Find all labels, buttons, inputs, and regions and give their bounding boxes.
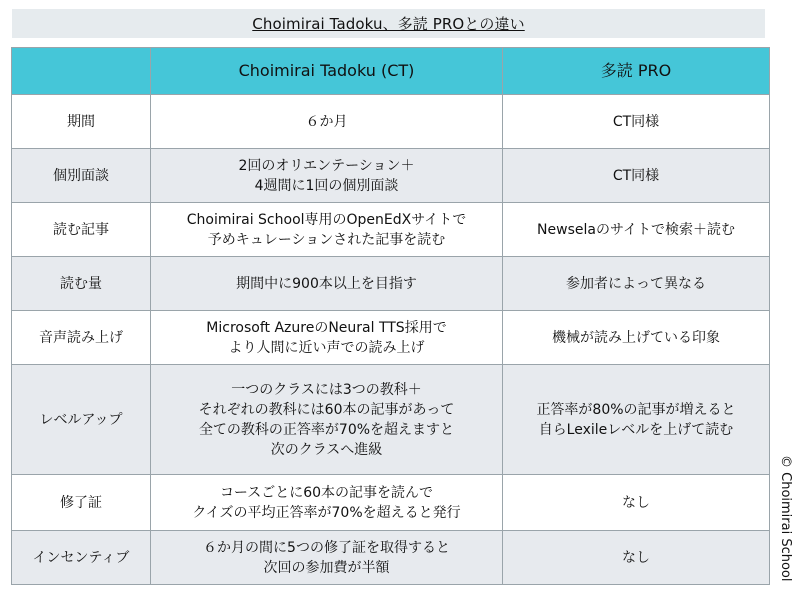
- cell-pro: [503, 257, 770, 311]
- cell-pro: [503, 311, 770, 365]
- cell-text-line: 次のクラスへ進級: [270, 441, 383, 458]
- cell-text-line: 次回の参加費が半額: [263, 559, 390, 576]
- cell-ct: [151, 95, 503, 149]
- table-row: [12, 365, 770, 475]
- cell-text-line: 正答率が80%の記事が増えると: [536, 401, 736, 418]
- comparison-table: [11, 47, 770, 585]
- cell-text-line: Newselaのサイトで検索＋読む: [537, 221, 735, 238]
- header-corner-cell: [12, 48, 151, 95]
- table-row: [12, 149, 770, 203]
- cell-ct: [151, 365, 503, 475]
- cell-text-line: 4週間に1回の個別面談: [254, 177, 399, 194]
- row-label: 期間: [12, 95, 151, 149]
- cell-text-line: 自らLexileレベルを上げて読む: [538, 421, 734, 438]
- header-ct: Choimirai Tadoku (CT): [151, 48, 503, 95]
- cell-text-line: クイズの平均正答率が70%を超えると発行: [192, 504, 461, 521]
- cell-ct: [151, 311, 503, 365]
- table-header-row: [12, 48, 770, 95]
- table-row: [12, 531, 770, 585]
- cell-text-line: Microsoft AzureのNeural TTS採用で: [206, 319, 447, 336]
- cell-text-line: 参加者によって異なる: [566, 275, 706, 292]
- header-pro: 多読 PRO: [503, 48, 770, 95]
- cell-pro: [503, 365, 770, 475]
- cell-text-line: ６か月: [305, 113, 348, 130]
- copyright-text: © Choimirai School: [778, 455, 793, 582]
- row-label: 読む量: [12, 257, 151, 311]
- cell-ct: [151, 531, 503, 585]
- cell-text-line: 機械が読み上げている印象: [552, 329, 720, 346]
- row-label: 個別面談: [12, 149, 151, 203]
- row-label: 修了証: [12, 475, 151, 531]
- cell-ct: [151, 203, 503, 257]
- cell-text-line: 期間中に900本以上を目指す: [236, 275, 417, 292]
- page-title: Choimirai Tadoku、多読 PROとの違い: [252, 15, 525, 33]
- cell-text-line: 全ての教科の正答率が70%を超えますと: [198, 421, 455, 438]
- cell-pro: [503, 203, 770, 257]
- cell-ct: [151, 149, 503, 203]
- cell-text-line: CT同様: [612, 113, 660, 130]
- cell-text-line: 一つのクラスには3つの教科＋: [231, 381, 422, 398]
- table-row: [12, 95, 770, 149]
- table-row: [12, 257, 770, 311]
- table-row: [12, 311, 770, 365]
- cell-text-line: それぞれの教科には60本の記事があって: [198, 401, 455, 418]
- cell-text-line: より人間に近い声での読み上げ: [228, 339, 425, 356]
- row-label: 読む記事: [12, 203, 151, 257]
- cell-text-line: なし: [622, 549, 650, 566]
- cell-pro: [503, 475, 770, 531]
- cell-pro: [503, 531, 770, 585]
- table-row: [12, 475, 770, 531]
- cell-text-line: 2回のオリエンテーション＋: [238, 157, 415, 174]
- table-row: [12, 203, 770, 257]
- cell-text-line: 予めキュレーションされた記事を読む: [207, 231, 446, 248]
- cell-pro: [503, 149, 770, 203]
- row-label: インセンティブ: [12, 531, 151, 585]
- cell-text-line: CT同様: [612, 167, 660, 184]
- cell-pro: [503, 95, 770, 149]
- row-label: 音声読み上げ: [12, 311, 151, 365]
- cell-text-line: なし: [622, 494, 650, 511]
- cell-ct: [151, 257, 503, 311]
- row-label: レベルアップ: [12, 365, 151, 475]
- cell-text-line: ６か月の間に5つの修了証を取得すると: [203, 539, 450, 556]
- cell-text-line: Choimirai School専用のOpenEdXサイトで: [186, 211, 467, 228]
- cell-ct: [151, 475, 503, 531]
- title-bar: [12, 9, 765, 38]
- cell-text-line: コースごとに60本の記事を読んで: [219, 484, 434, 501]
